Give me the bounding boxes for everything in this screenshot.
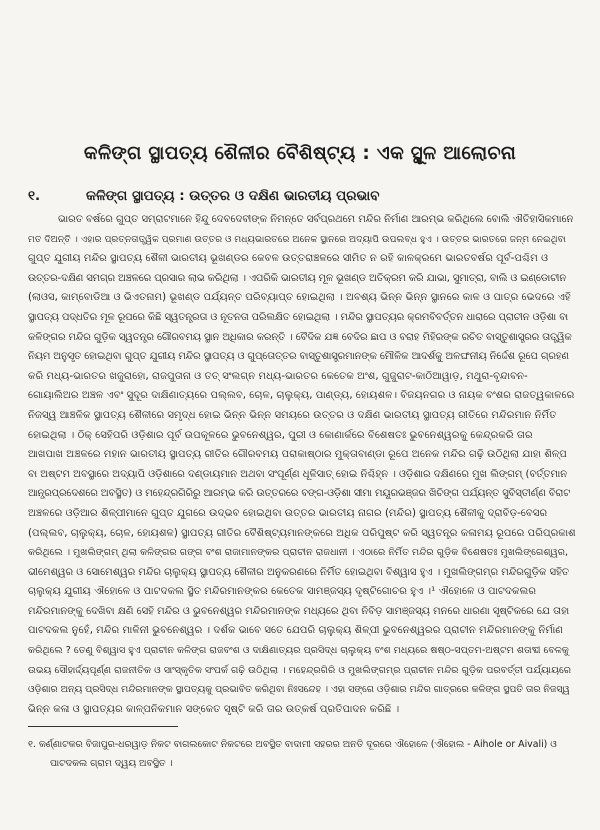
body-line: (ଲାଓସ, କାମ୍ବୋଡିଆ ଓ ଭିଏତନାମ) ଭୂଖଣ୍ଡ ପର୍ଯ୍ୟନ୍ତ ପରିବ୍ୟାପ୍ତ ହୋଇଥିଲା । ଅବଶ୍ୟ ଭିନ୍ନ ଭିନ୍ନ ସ୍ଥାନରେ କାଳ ଓ ପାତ୍ର ଭେଦରେ ଏହି bbox=[28, 292, 571, 304]
body-line: ସ୍ଥାପତ୍ୟ ପଦ୍ଧତିର ମୂଳ ରୂପରେ କିଛି ସ୍ୱତନ୍ତ୍ରତା ଓ ନୂତନତା ପରିଲକ୍ଷିତ ହୋଇଥିଲା । ମନ୍ଦିର ସ୍ଥାପତ୍ୟର କ୍ରମବିବର୍ତ୍ତନ ଧାରାରେ ପ୍ରାଚୀନ ଓଡ଼ିଶା ବା bbox=[28, 311, 569, 323]
section-number: ୧. bbox=[28, 188, 41, 204]
body-line: କରି ମଧ୍ୟ-ଭାରତର ଖଜୁରାହୋ, ରାଜପୁତାନା ଓ ତତ୍ ସଂଲଗ୍ନ ମଧ୍ୟ-ଭାରତର କେତେକ ଅଂଶ, ଗୁଜୁରାଟ-କାଠିଆୱାଡ଼, ମଥୁରା-ବୃନ୍ଦାବନ- bbox=[28, 370, 528, 382]
body-line: ଭିନ୍ନ କଳା ଓ ସ୍ଥାପତ୍ୟର କାଳ୍ପନିକମାନ ସଙ୍କେତ ସୃଷ୍ଟି କରି ତାର ଉତ୍କର୍ଷ ପ୍ରତିପାଦନ କରିଛି । bbox=[28, 703, 400, 715]
footnote-line: ପାଟଦକଲ ଗ୍ରାମ ଦ୍ୱୟ ଅବସ୍ଥିତ । bbox=[50, 758, 173, 769]
body-line: ଉତ୍ତର-ଦକ୍ଷିଣ ସମଗ୍ର ଅଞ୍ଚଳରେ ପ୍ରସାର ଲାଭ କରିଥିଲା । ଏପରିକି ଭାରତୀୟ ମୂଳ ଭୂଖଣ୍ଡ ଅତିକ୍ରମ କରି ଯାଭା, ସୁମାତ୍ରା, ବାଲି ଓ ଇଣ୍ଡୋଚୀନ bbox=[28, 272, 567, 284]
section-heading bbox=[28, 188, 379, 204]
section-title: କଳିଙ୍ଗ ସ୍ଥାପତ୍ୟ : ଉତ୍ତର ଓ ଦକ୍ଷିଣ ଭାରତୀୟ ପ୍ରଭାବ bbox=[86, 188, 380, 204]
body-line: ପାଟଦକଲ ନୁହେଁ, ମନ୍ଦିର ମାଳିନୀ ଭୁବନେଶ୍ୱର । ଦର୍ଶକ ଭାବେ ସତେ ଯେପରି ଚାଲୁକ୍ୟ ଶିଳ୍ପୀ ଭୁବନେଶ୍ୱରର ପ୍ରାଚୀନ ମନ୍ଦିରମାନଙ୍କୁ ନିର୍ମାଣ bbox=[28, 625, 564, 637]
body-line: ନିୟମ ଅନୁସୃତ ହୋଇଥିବା ଗୁପ୍ତ ଯୁଗୀୟ ମନ୍ଦିର ସ୍ଥାପତ୍ୟ ଓ ଗୁପ୍ତୋତ୍ତର ବାସ୍ତୁଶାସ୍ତ୍ରମାନଙ୍କ ମୌଳିକ ଆଦର୍ଶକୁ ଅଳଙ୍ଘନୀୟ ନିର୍ଦ୍ଦେଶ ରୂପେ ଗ୍ରହଣ bbox=[28, 351, 569, 363]
body-line: ଭାରତ ବର୍ଷରେ ଗୁପ୍ତ ସମ୍ରାଟମାନେ ହିନ୍ଦୁ ଦେବଦେବୀଙ୍କ ନିମନ୍ତେ ସର୍ବପ୍ରଥମେ ମନ୍ଦିର ନିର୍ମାଣ ଆରମ୍ଭ କରିଥିଲେ ବୋଲି ଐତିହାସିକମାନେ bbox=[58, 214, 574, 225]
body-line: କରିଥିଲେ ? ତେଣୁ ବିଶ୍ୱାସ ହୁଏ ପ୍ରାଚୀନ କଳିଙ୍ଗ ରାଜବଂଶ ଓ ଦାକ୍ଷିଣାତ୍ୟର ପ୍ରସିଦ୍ଧ ଚାଲୁକ୍ୟ ବଂଶ ମଧ୍ୟରେ ଷଷ୍ଠ-ସପ୍ତମ-ଅଷ୍ଟମ ଶତାବ୍ଦୀ ବେଳକୁ bbox=[28, 645, 569, 657]
body-line: ଉଭୟ ସୌହାର୍ଦ୍ଦ୍ୟପୂର୍ଣ୍ଣ ରାଜନୀତିକ ଓ ସାଂସ୍କୃତିକ ସଂପର୍କ ଗଢ଼ି ଉଠିଥିଲା । ମହେନ୍ଦ୍ରଗିରି ଓ ମୁଖଲିଙ୍ଗମ୍ର ପ୍ରାଚୀନ ମନ୍ଦିର ଗୁଡ଼ିକ ପରବର୍ତ୍ତୀ ପର୍ଯ୍ୟାୟରେ bbox=[28, 664, 572, 676]
body-text bbox=[28, 210, 576, 719]
body-line: ମତ ଦିଅନ୍ତି । ଏହାର ପ୍ରତ୍ନତାତ୍ତ୍ୱିକ ପ୍ରମାଣ ଉତ୍ତର ଓ ମଧ୍ୟଭାରତରେ ଅନେକ ସ୍ଥାନରେ ଅଦ୍ୟାପି ଉପଲବ୍ଧ ହୁଏ । ଉତ୍ତର ଭାରତରେ ଜନ୍ମ ନେଇଥିବା bbox=[28, 233, 566, 245]
body-line: ଭୀମେଶ୍ୱର ଓ ସୋମେଶ୍ୱର ମନ୍ଦିର ଚାଲୁକ୍ୟ ସ୍ଥାପତ୍ୟ ଶୈଳୀର ଅନୁକରଣରେ ନିର୍ମିତ ହୋଇଥିବା ବିଶ୍ୱାସ ହୁଏ । ମୁଖଲିଙ୍ଗମ୍ର ମନ୍ଦିରଗୁଡ଼ିକ ସହିତ bbox=[28, 566, 570, 578]
body-line: ଆନ୍ଧ୍ରପ୍ରଦେଶରେ ଅବସ୍ଥିତ) ଓ ମହେନ୍ଦ୍ରଗିରିରୁ ଆରମ୍ଭ କରି ଉତ୍ତରରେ ବଙ୍ଗ-ଓଡ଼ିଶା ସୀମା ମୟୂରଭଞ୍ଜର ଖିଚିଙ୍ଗ ପର୍ଯ୍ୟନ୍ତ ସୁବିସ୍ତୀର୍ଣ୍ଣ ବିରାଟ bbox=[28, 488, 570, 500]
body-line: କରିଥିଲେ । ମୁଖଲିଙ୍ଗମ୍ ଥିଲା କଳିଙ୍ଗର ଗଙ୍ଗ ବଂଶ ରାଜାମାନଙ୍କର ପ୍ରାଚୀନ ରାଜଧାନୀ । ଏଠାରେ ନିର୍ମିତ ମନ୍ଦିର ଗୁଡ଼ିକ ବିଶେଷତଃ ମୁଖଲିଙ୍ଗେଶ୍ୱର, bbox=[28, 547, 569, 559]
footnote bbox=[28, 735, 576, 773]
footnote-line: ୧. କର୍ଣ୍ଣାଟକର ବିଜାପୁର-ଧରୱାଡ଼ ନିକଟ ବାଗଲକୋଟ ନିକଟରେ ଅବସ୍ଥିତ ବାଦାମୀ ସହରର ଅନତି ଦୂରରେ ଐହୋଳେ (ଐହୋଲ - Aihole or Aivali) ଓ bbox=[28, 739, 557, 750]
body-line: ଅଞ୍ଚଳରେ ଓଡ଼ିଆର ଶିଳ୍ପୀମାନେ ଗୁପ୍ତ ଯୁଗରେ ଉଦ୍ଭବ ହୋଇଥିବା ଉତ୍ତର ଭାରତୀୟ ନାଗର (ମନ୍ଦିର) ସ୍ଥାପତ୍ୟ ଶୈଳୀକୁ ଦ୍ରାବିଡ଼-ବେସର bbox=[28, 507, 548, 519]
body-line: ନିଜସ୍ୱ ଆଞ୍ଚଳିକ ସ୍ଥାପତ୍ୟ ଶୈଳୀରେ ସମୃଦ୍ଧ ହୋଇ ଭିନ୍ନ ଭିନ୍ନ ସମୟରେ ଉତ୍ତର ଓ ଦକ୍ଷିଣ ଭାରତୀୟ ସ୍ଥାପତ୍ୟ ରୀତିରେ ମନ୍ଦିରମାନ ନିର୍ମିତ bbox=[28, 409, 557, 421]
body-line: ମନ୍ଦିରମାନଙ୍କୁ ଦେଖିବା କ୍ଷଣି ସେହି ମନ୍ଦିର ଓ ଭୁବନେଶ୍ୱର ମନ୍ଦିରମାନଙ୍କ ମଧ୍ୟରେ ଥିବା ନିବିଡ଼ ସାମଞ୍ଜସ୍ୟ ମନରେ ଧାରଣା ସୃଷ୍ଟିକରେ ଯେ ତାହା bbox=[28, 605, 570, 617]
body-line: ଆଖପାଖ ଅଞ୍ଚଳରେ ମହାନ ଭାରତୀୟ ସ୍ଥାପତ୍ୟ ରୀତିର ଗୌରବମୟ ପରାକାଷ୍ଠାର ମୁକ୍ତାବାଣ୍ଡା ରୂପେ ଅନେକ ମନ୍ଦିର ଗଢ଼ି ଉଠିଥିଲା ଯାହା ଶିଳ୍ପ bbox=[28, 449, 567, 461]
body-line: ଗୋୟାଲିଅର ଅଞ୍ଚଳ ଏବଂ ସୁଦୂର ଦାକ୍ଷିଣାତ୍ୟରେ ପଲ୍ଲବ, ଚୋଳ, ଚାଲୁକ୍ୟ, ପାଣ୍ଡ୍ୟ, ହୋୟଶଳ। ବିଜୟନଗର ଓ ନାୟକ ବଂଶର ରାଜତ୍ୱକାଳରେ bbox=[28, 390, 575, 402]
article-title: କଳିଙ୍ଗ ସ୍ଥାପତ୍ୟ ଶୈଳୀର ବୈଶିଷ୍ଟ୍ୟ : ଏକ ସ୍ଥୂଳ ଆଲୋଚନା bbox=[83, 143, 517, 164]
body-line: କଳିଙ୍ଗର ମନ୍ଦିର ଗୁଡ଼ିକ ସ୍ୱତନ୍ତ୍ର ଗୌରବମୟ ସ୍ଥାନ ଅଧିକାର କରନ୍ତି । ବୈଦିକ ଯଜ୍ଞ ବେଦିର ଛାପ ଓ ବରାହ ମିହିରଙ୍କ ରଚିତ ବାସ୍ତୁଶାସ୍ତ୍ରର ତାତ୍ତ୍ୱିକ bbox=[28, 331, 572, 343]
body-line: ବା ଅଷ୍ଟମ ଅବସ୍ଥାରେ ଅଦ୍ୟାପି ଓଡ଼ିଶାରେ ଦଣ୍ଡାୟମାନ ଅଥବା ସଂପୂର୍ଣ୍ଣ ଧୂଳିସାତ୍ ହୋଇ ନିଶ୍ଚିହ୍ନ । ଓଡ଼ିଶାର ଦକ୍ଷିଣରେ ମୁଖ ଲିଙ୍ଗମ୍ (ବର୍ତ୍ତମାନ bbox=[28, 468, 568, 480]
body-line: ହୋଇଥିଲା । ଠିକ୍ ସେହିପରି ଓଡ଼ିଶାର ପୂର୍ବ ଉପକୂଳରେ ଭୁବନେଶ୍ୱର, ପୁରୀ ଓ କୋଣାର୍କରେ ବିଶେଷତଃ ଭୁବନେଶ୍ୱରକୁ କେନ୍ଦ୍ରକରି ତାର bbox=[28, 429, 533, 441]
body-line: ଗୁପ୍ତ ଯୁଗୀୟ ମନ୍ଦିର ସ୍ଥାପତ୍ୟ ଶୈଳୀ ଭାରତୀୟ ଭୂଖଣ୍ଡର କେବଳ ଉତ୍ତରାଞ୍ଚଳରେ ସୀମିତ ନ ରହି କାଳକ୍ରମେ ଭାରତବର୍ଷର ପୂର୍ବ-ପଶ୍ଚିମ ଓ bbox=[28, 253, 549, 265]
footnote-divider bbox=[28, 726, 178, 727]
body-line: (ପଲ୍ଲବ, ଚାଲୁକ୍ୟ, ଚୋଳ, ହୋୟଶଳ) ସ୍ଥାପତ୍ୟ ରୀତିର ବୈଶିଷ୍ଟ୍ୟମାନଙ୍କରେ ଅଧିକ ପରିପୁଷ୍ଟ କରି ସ୍ୱତନ୍ତ୍ର କଳାମୟ ରୂପରେ ପରିପ୍ରକାଶ bbox=[28, 527, 576, 539]
body-line: ଚାଲୁକ୍ୟ ଯୁଗୀୟ ଐହୋଳେ ଓ ପାଟଦକଲ ସ୍ଥିତ ମନ୍ଦିରମାନଙ୍କର କେତେକ ସାମଞ୍ଜସ୍ୟ ଦୃଷ୍ଟିଗୋଚର ହୁଏ ।¹ ଐହୋଳେ ଓ ପାଟଦକଲର bbox=[28, 586, 537, 598]
body-line: ଓଡ଼ିଶାର ଅନ୍ୟ ପ୍ରସିଦ୍ଧ ମନ୍ଦିରମାନଙ୍କ ସ୍ଥାପତ୍ୟକୁ ପ୍ରଭାବିତ କରିଥିବା ନିଃସନ୍ଦେହ । ଏହା ସଙ୍ଗେ ଓଡ଼ିଶାର ମନ୍ଦିର ଗାତ୍ରରେ କଳିଙ୍ଗ ସ୍ଥପତି ତାର ନିଜସ୍ୱ bbox=[28, 684, 570, 696]
